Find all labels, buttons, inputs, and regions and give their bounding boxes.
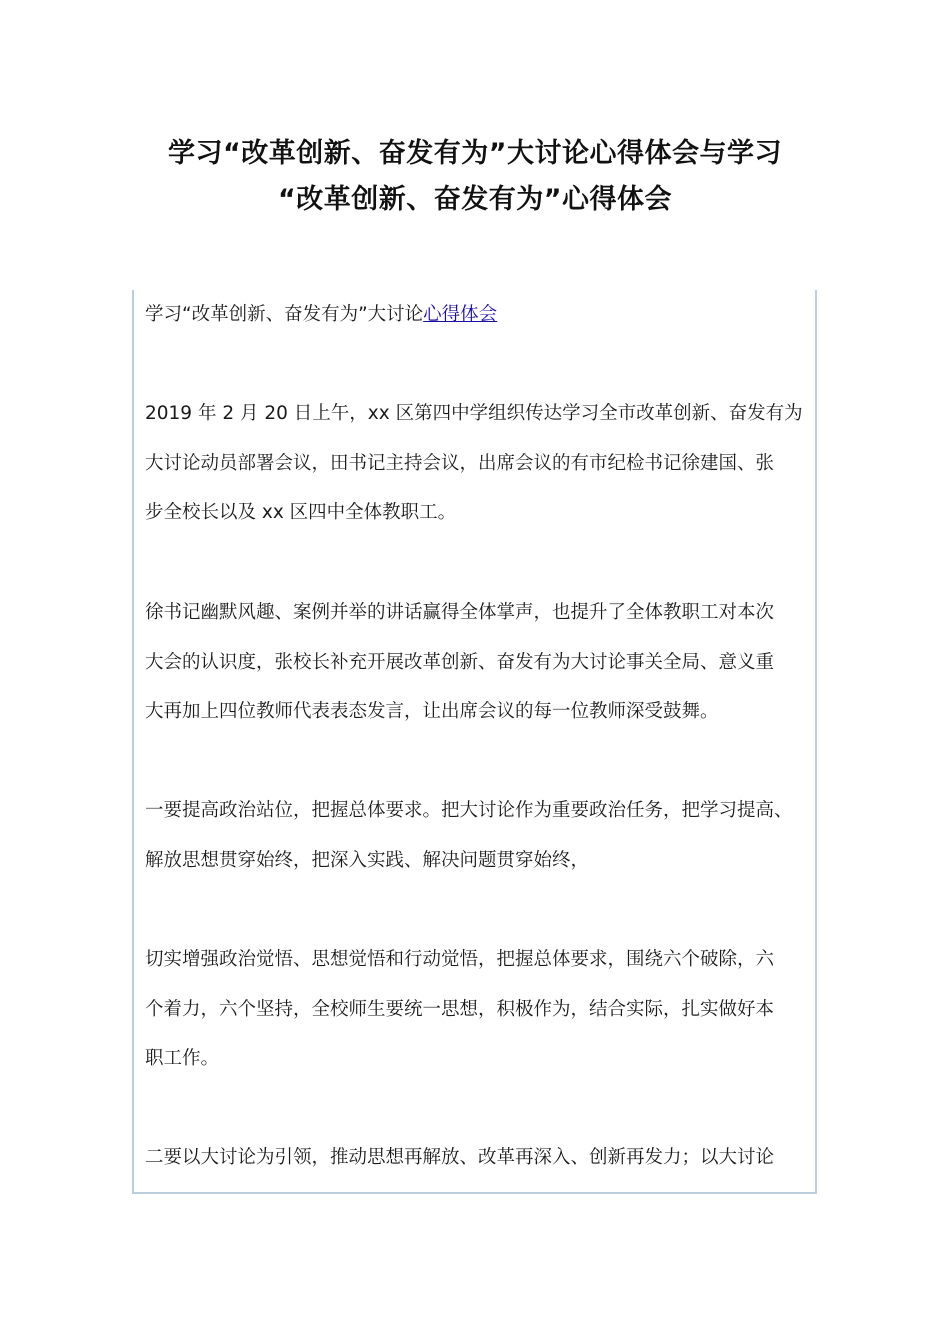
- paragraph-line: 二要以大讨论为引领，推动思想再解放、改革再深入、创新再发力；以大讨论: [145, 1147, 775, 1168]
- paragraph-line: 解放思想贯穿始终，把深入实践、解决问题贯穿始终，: [145, 849, 590, 871]
- paragraph-1: [145, 389, 803, 538]
- title-line-2: “改革创新、奋发有为”心得体会: [278, 184, 672, 215]
- paragraph-line: 大讨论动员部署会议，田书记主持会议，出席会议的有市纪检书记徐建国、张: [145, 452, 775, 474]
- paragraph-line: 步全校长以及 xx 区四中全体教职工。: [145, 502, 457, 523]
- paragraph-line: 一要提高政治站位，把握总体要求。把大讨论作为重要政治任务，把学习提高、: [145, 800, 793, 821]
- section-heading: [145, 290, 497, 340]
- paragraph-line: 徐书记幽默风趣、案例并举的讲话赢得全体掌声，也提升了全体教职工对本次: [145, 602, 775, 623]
- paragraph-line: 大会的认识度，张校长补充开展改革创新、奋发有为大讨论事关全局、意义重: [145, 651, 775, 673]
- paragraph-4: [145, 935, 774, 1084]
- paragraph-line: 职工作。: [145, 1048, 220, 1069]
- paragraph-line: 2019 年 2 月 20 日上午，xx 区第四中学组织传达学习全市改革创新、奋发有为: [145, 403, 803, 424]
- title-line-1: 学习“改革创新、奋发有为”大讨论心得体会与学习: [168, 138, 782, 169]
- section-heading-text: 学习“改革创新、奋发有为”大讨论: [145, 304, 424, 325]
- paragraph-line: 个着力，六个坚持，全校师生要统一思想，积极作为，结合实际，扎实做好本: [145, 998, 775, 1020]
- content-box: [132, 290, 817, 1194]
- document-title: [60, 131, 890, 223]
- paragraph-3: [145, 786, 793, 885]
- paragraph-2: [145, 588, 774, 737]
- paragraph-5: [145, 1133, 774, 1183]
- paragraph-line: 切实增强政治觉悟、思想觉悟和行动觉悟，把握总体要求，围绕六个破除，六: [145, 949, 775, 970]
- paragraph-line: 大再加上四位教师代表表态发言，让出席会议的每一位教师深受鼓舞。: [145, 701, 719, 722]
- heart-experience-link[interactable]: 心得体会: [423, 304, 498, 325]
